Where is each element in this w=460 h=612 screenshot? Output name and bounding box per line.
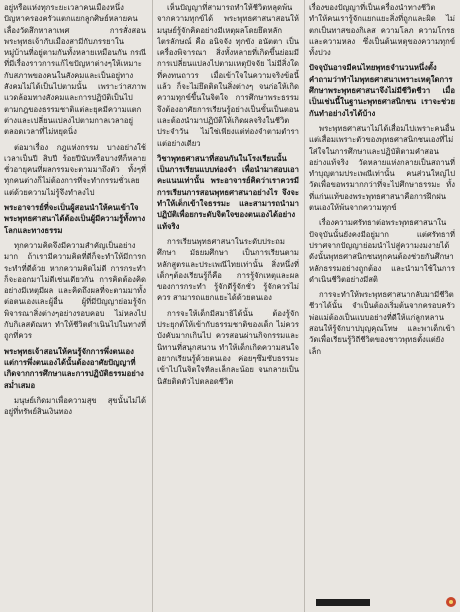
question-heading: วิชาพุทธศาสนาที่สอนกันในโรงเรียนนั้น เป็นการเรียนแบบท่องจำ เพื่อนำมาสอบเอาคะแนนเท่านั้น พระอาจารย์คิดว่าเราควรมีการเรียนการสอนพุทธศาสนาอย่างไร จึงจะทำให้เด็กเข้าใจธรรมะ และสามารถนำมาปฏิบัติเพื่อยกระดับจิตใจของตนเองได้อย่างแท้จริง (157, 153, 299, 231)
paragraph: พระพุทธศาสนาไม่ได้เสื่อมไปเพราะคนอื่น แต่เสื่อมเพราะตัวของพุทธศาสนิกชนเองที่ไม่ใส่ใจในการศึกษาและปฏิบัติตามคำสอนอย่างแท้จริง วัดหลายแห่งกลายเป็นสถานที่ทำบุญตามประเพณีเท่านั้น คนส่วนใหญ่ไปวัดเพื่อขอพรมากกว่าที่จะไปศึกษาธรรมะ ทั้งที่แก่นแท้ของพระพุทธศาสนาคือการฝึกฝนตนเองให้พ้นจากความทุกข์ (309, 123, 455, 213)
question-heading: พระพุทธเจ้าสอนให้คนรู้จักการพึ่งตนเอง แต่การพึ่งตนเองได้นั้นต้องอาศัยปัญญาที่เกิดจากการศึกษาและการปฏิบัติธรรมอย่างสม่ำเสมอ (4, 346, 144, 390)
paragraph: ทุกความคิดจึงมีความสำคัญเป็นอย่างมาก ถ้าเรามีความคิดที่ดีก็จะทำให้มีการกระทำที่ดีด้วย หากความคิดไม่ดี การกระทำก็จะออกมาไม่ดีเช่นเดียวกัน การคิดต้องคิดอย่างมีเหตุมีผล และคิดถึงผลที่จะตามมาทั้งต่อตนเองและผู้อื่น ผู้ที่มีปัญญาย่อมรู้จักพิจารณาสิ่งต่างๆอย่างรอบคอบ ไม่หลงไปกับกิเลสตัณหา ทำให้ชีวิตดำเนินไปในทางที่ถูกที่ควร (4, 240, 146, 341)
paragraph: เห็นปัญญาที่สามารถทำให้ชีวิตหลุดพ้นจากความทุกข์ได้ พระพุทธศาสนาสอนให้มนุษย์รู้จักคิดอย่างมีเหตุผลโดยยึดหลักไตรลักษณ์ คือ อนิจจัง ทุกขัง อนัตตา เป็นเครื่องพิจารณา สิ่งทั้งหลายที่เกิดขึ้นย่อมมีการเปลี่ยนแปลงไปตามเหตุปัจจัย ไม่มีสิ่งใดที่คงทนถาวร เมื่อเข้าใจในความจริงข้อนี้แล้ว ก็จะไม่ยึดติดในสิ่งต่างๆ จนก่อให้เกิดความทุกข์ขึ้นในจิตใจ การศึกษาพระธรรมจึงต้องอาศัยการเรียนรู้อย่างเป็นขั้นเป็นตอนและต้องนำมาปฏิบัติให้เกิดผลจริงในชีวิตประจำวัน ไม่ใช่เพียงแต่ท่องจำตามตำราแต่อย่างเดียว (157, 3, 299, 148)
question-heading: พระอาจารย์ที่จะเป็นผู้สอนนำให้คนเข้าใจพระพุทธศาสนาได้ต้องเป็นผู้มีความรู้ทั้งทางโลกและทางธรรม (4, 203, 146, 235)
emblem-icon (446, 597, 456, 607)
column-1 (4, 2, 146, 608)
column-divider (152, 0, 153, 612)
page-footer (310, 595, 456, 609)
paragraph: เรื่องความศรัทธาต่อพระพุทธศาสนาในปัจจุบันนั้นยังคงมีอยู่มาก แต่ศรัทธาที่ปราศจากปัญญาย่อมนำไปสู่ความงมงายได้ ดังนั้นพุทธศาสนิกชนทุกคนต้องช่วยกันศึกษาหลักธรรมอย่างถูกต้อง และนำมาใช้ในการดำเนินชีวิตอย่างมีสติ (309, 218, 455, 284)
column-2 (157, 2, 299, 608)
paragraph: อยู่หรือแห่งทุกระยะเวลาคนเมืองหนึ่ง ปัญหาครองครัวแตกแยกลูกศิษย์หลายคนเลื่องวัดสึกหาลาเพศ การสั่งสอนพระพุทธเจ้ากับเมืองสามีกับภรรยาในหมู่บ้านที่อยู่ตามกันทั้งหลายเหมือนกัน กรณีที่มีเรื่องราวการแก้ไขปัญหาต่างๆให้เหมาะกับสภาพของคนในสังคมและเป็นอยู่ทางสังคมไม่ได้เป็นไปตามนั้น เพราะว่าสภาพแวดล้อมทางสังคมและการปฏิบัติเป็นไปตามกฎของธรรมชาติแต่ละยุคมีความแตกต่างและเปลี่ยนแปลงไปตามกาลเวลาอยู่ตลอดเวลาที่ไม่หยุดนิ่ง (4, 3, 146, 137)
column-divider (304, 0, 305, 612)
paragraph: การจะให้เด็กมีสมาธิได้นั้น ต้องรู้จักประยุกต์ให้เข้ากับธรรมชาติของเด็ก ไม่ควรบังคับมากเกินไป ควรสอนผ่านกิจกรรมและนิทานที่สนุกสนาน ทำให้เด็กเกิดความสนใจอยากเรียนรู้ด้วยตนเอง ค่อยๆซึมซับธรรมะเข้าไปในจิตใจทีละเล็กละน้อย จนกลายเป็นนิสัยติดตัวไปตลอดชีวิต (157, 308, 299, 386)
paragraph: การจะทำให้พระพุทธศาสนากลับมามีชีวิตชีวาได้นั้น จำเป็นต้องเริ่มต้นจากครอบครัว พ่อแม่ต้องเป็นแบบอย่างที่ดีให้แก่ลูกหลาน สอนให้รู้จักบาปบุญคุณโทษ และพาเด็กเข้าวัดเพื่อเรียนรู้วิถีชีวิตของชาวพุทธตั้งแต่ยังเล็ก (309, 290, 455, 356)
footer-bar (316, 599, 370, 606)
column-3 (309, 2, 455, 608)
paragraph: ต่อมาเรื่อง กฎแห่งกรรม บางอย่างใช้เวลาเป็นปี สิบปี ร้อยปีนับหรือบางทีก็หลายชั่วอายุคนที่ผลกรรมจะตามมาถึงตัว ทั้งๆที่ทุกคนต่างก็ไม่ต้องการที่จะทำกรรมชั่วเลย แต่ด้วยความไม่รู้จึงทำลงไป (4, 142, 146, 197)
paragraph: มนุษย์เกิดมาเพื่อความสุข สุขนั้นไม่ได้อยู่ที่ทรัพย์สินเงินทอง (4, 395, 146, 417)
question-heading: ปัจจุบันอาจมีคนไทยพุทธจำนวนหนึ่งตั้งคำถามว่าทำไมพุทธศาสนาเพราะเหตุใดการศึกษาพระพุทธศาสนาจึงไม่มีชีวิตชีวา เมื่อเป็นเช่นนี้ในฐานะพุทธศาสนิกชน เราจะช่วยกันทำอย่างไรได้บ้าง (309, 63, 455, 118)
paragraph: เรื่องของปัญญาที่เป็นเครื่องนำทางชีวิต ทำให้คนเรารู้จักแยกแยะสิ่งที่ถูกและผิด ไม่ตกเป็นทาสของกิเลส ความโลภ ความโกรธ และความหลง ซึ่งเป็นต้นเหตุของความทุกข์ทั้งปวง (309, 3, 455, 58)
paragraph: การเรียนพุทธศาสนาในระดับประถมศึกษา มัธยมศึกษา เป็นการเรียนตามหลักสูตรและประเพณีไทยเท่านั้น สิ่งหนึ่งที่เด็กๆต้องเรียนรู้ก็คือ การรู้จักเหตุและผลของการกระทำ รู้จักดีรู้จักชั่ว รู้จักควรไม่ควร สามารถแยกแยะได้ด้วยตนเอง (157, 236, 299, 303)
